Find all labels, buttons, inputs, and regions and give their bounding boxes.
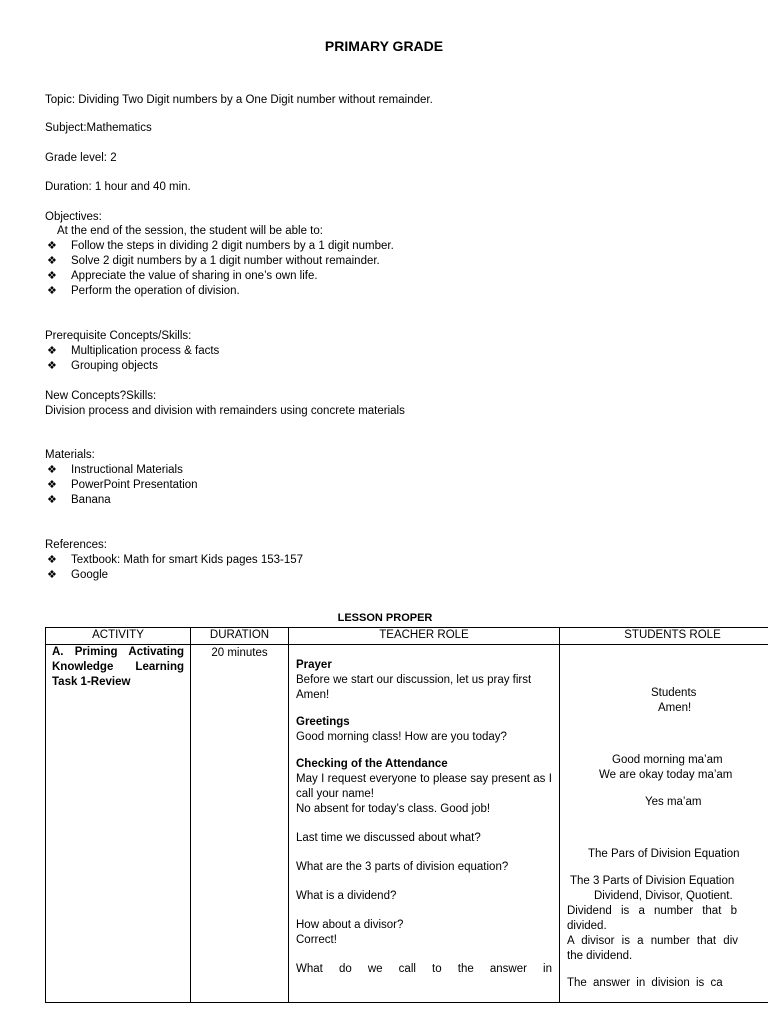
column-header-activity: ACTIVITY [46, 628, 191, 645]
teacher-role-cell [289, 645, 560, 1003]
column-header-students-role: STUDENTS ROLE [560, 628, 768, 645]
students-yes: Yes ma’am [645, 796, 702, 808]
objective-item: ❖ Appreciate the value of sharing in one’s own life. [47, 270, 318, 282]
activity-cell: A. Priming Activating Knowledge Learning Task 1-Review [46, 645, 191, 1003]
column-header-duration: DURATION [191, 628, 289, 645]
new-concepts-heading: New Concepts?Skills: [45, 390, 157, 402]
lesson-proper-title: LESSON PROPER [337, 612, 433, 624]
new-concepts-text: Division process and division with remainders using concrete materials [45, 405, 405, 417]
question-answer: What do we call to the answer in [296, 963, 552, 975]
students-dividend-line1: Dividend is a number that b [567, 905, 737, 917]
reference-item: ❖ Google [47, 569, 109, 581]
students-answer-line: The answer in division is ca [567, 977, 723, 989]
reference-item: ❖ Textbook: Math for smart Kids pages 153-157 [47, 554, 304, 566]
prayer-amen: Amen! [296, 689, 330, 701]
attendance-text: May I request everyone to please say present as I call your name! [296, 773, 552, 800]
references-heading: References: [45, 539, 108, 551]
objectives-intro: At the end of the session, the student will be able to: [57, 225, 323, 237]
column-header-teacher-role: TEACHER ROLE [289, 628, 560, 645]
grade-level-line: Grade level: 2 [45, 152, 117, 164]
duration-line: Duration: 1 hour and 40 min. [45, 181, 191, 193]
duration-cell: 20 minutes [191, 645, 289, 1003]
bullet-diamond-icon: ❖ [47, 554, 57, 566]
students-divisor-line2: the dividend. [567, 950, 633, 962]
correct-text: Correct! [296, 934, 337, 946]
question-dividend: What is a dividend? [296, 890, 397, 902]
prerequisite-item: ❖ Grouping objects [47, 360, 158, 372]
prayer-heading: Prayer [296, 659, 332, 671]
bullet-diamond-icon: ❖ [47, 464, 57, 476]
prerequisite-heading: Prerequisite Concepts/Skills: [45, 330, 192, 342]
objective-item: ❖ Follow the steps in dividing 2 digit numbers by a 1 digit number. [47, 240, 394, 252]
bullet-diamond-icon: ❖ [47, 240, 57, 252]
bullet-diamond-icon: ❖ [47, 285, 57, 297]
question-divisor: How about a divisor? [296, 919, 404, 931]
subject-line: Subject:Mathematics [45, 122, 152, 134]
material-item: ❖ Banana [47, 494, 111, 506]
bullet-diamond-icon: ❖ [47, 255, 57, 267]
students-good-morning: Good morning ma’am [612, 754, 723, 766]
bullet-diamond-icon: ❖ [47, 494, 57, 506]
bullet-diamond-icon: ❖ [47, 360, 57, 372]
table-row [46, 645, 768, 1003]
greetings-heading: Greetings [296, 716, 350, 728]
students-label: Students [651, 687, 697, 699]
students-role-cell [560, 645, 768, 1003]
bullet-diamond-icon: ❖ [47, 345, 57, 357]
question-three-parts: What are the 3 parts of division equation? [296, 861, 509, 873]
attendance-heading: Checking of the Attendance [296, 758, 448, 770]
table-header-row [46, 628, 768, 645]
objectives-heading: Objectives: [45, 211, 102, 223]
students-amen: Amen! [658, 702, 692, 714]
bullet-diamond-icon: ❖ [47, 569, 57, 581]
objective-item: ❖ Perform the operation of division. [47, 285, 240, 297]
students-dividend-line2: divided. [567, 920, 607, 932]
students-divisor-line1: A divisor is a number that div [567, 935, 739, 947]
prayer-text: Before we start our discussion, let us pray first [296, 674, 532, 686]
attendance-note: No absent for today’s class. Good job! [296, 803, 491, 815]
greetings-text: Good morning class! How are you today? [296, 731, 507, 743]
students-parts-list: Dividend, Divisor, Quotient. [594, 890, 733, 902]
topic-line: Topic: Dividing Two Digit numbers by a One Digit number without remainder. [45, 94, 433, 106]
materials-heading: Materials: [45, 449, 95, 461]
students-pars: The Pars of Division Equation [588, 848, 740, 860]
page-title: PRIMARY GRADE [324, 38, 444, 54]
question-last-time: Last time we discussed about what? [296, 832, 481, 844]
bullet-diamond-icon: ❖ [47, 479, 57, 491]
material-item: ❖ PowerPoint Presentation [47, 479, 198, 491]
objective-item: ❖ Solve 2 digit numbers by a 1 digit number without remainder. [47, 255, 380, 267]
prerequisite-item: ❖ Multiplication process & facts [47, 345, 220, 357]
material-item: ❖ Instructional Materials [47, 464, 183, 476]
bullet-diamond-icon: ❖ [47, 270, 57, 282]
lesson-table [45, 627, 768, 1003]
students-three-parts: The 3 Parts of Division Equation [570, 875, 735, 887]
students-okay: We are okay today ma’am [599, 769, 733, 781]
